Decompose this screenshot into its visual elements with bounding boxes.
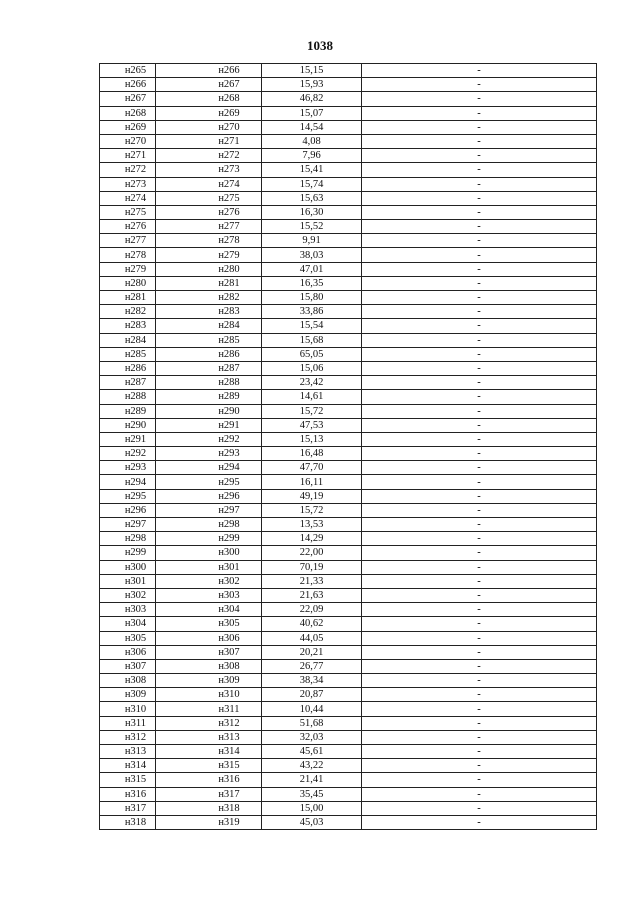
table-row (100, 305, 597, 319)
from-point-cell: н300 (100, 560, 156, 574)
table-row (100, 659, 597, 673)
note-cell: - (362, 361, 597, 375)
note-cell: - (362, 376, 597, 390)
from-point-cell: н292 (100, 447, 156, 461)
distance-cell: 16,11 (262, 475, 362, 489)
note-cell: - (362, 546, 597, 560)
distance-cell: 26,77 (262, 659, 362, 673)
from-point-cell: н295 (100, 489, 156, 503)
distance-cell: 47,70 (262, 461, 362, 475)
distance-cell: 45,61 (262, 745, 362, 759)
from-point-cell: н312 (100, 730, 156, 744)
to-point-cell: н279 (156, 248, 262, 262)
from-point-cell: н273 (100, 177, 156, 191)
distance-cell: 22,00 (262, 546, 362, 560)
table-row (100, 716, 597, 730)
distance-cell: 70,19 (262, 560, 362, 574)
note-cell: - (362, 447, 597, 461)
distance-cell: 38,03 (262, 248, 362, 262)
distance-cell: 33,86 (262, 305, 362, 319)
distance-cell: 43,22 (262, 759, 362, 773)
boundary-points-table (99, 63, 597, 830)
distance-cell: 22,09 (262, 603, 362, 617)
note-cell: - (362, 291, 597, 305)
table-row (100, 560, 597, 574)
distance-cell: 15,72 (262, 503, 362, 517)
note-cell: - (362, 333, 597, 347)
note-cell: - (362, 787, 597, 801)
note-cell: - (362, 674, 597, 688)
from-point-cell: н297 (100, 518, 156, 532)
distance-cell: 15,41 (262, 163, 362, 177)
table-row (100, 475, 597, 489)
table-row (100, 390, 597, 404)
from-point-cell: н266 (100, 78, 156, 92)
note-cell: - (362, 461, 597, 475)
table-row (100, 376, 597, 390)
note-cell: - (362, 220, 597, 234)
table-row (100, 205, 597, 219)
from-point-cell: н288 (100, 390, 156, 404)
to-point-cell: н315 (156, 759, 262, 773)
note-cell: - (362, 191, 597, 205)
distance-cell: 46,82 (262, 92, 362, 106)
to-point-cell: н269 (156, 106, 262, 120)
distance-cell: 15,74 (262, 177, 362, 191)
note-cell: - (362, 659, 597, 673)
from-point-cell: н271 (100, 149, 156, 163)
distance-cell: 51,68 (262, 716, 362, 730)
table-row (100, 220, 597, 234)
table-row (100, 248, 597, 262)
to-point-cell: н293 (156, 447, 262, 461)
distance-cell: 21,33 (262, 574, 362, 588)
table-row (100, 546, 597, 560)
to-point-cell: н276 (156, 205, 262, 219)
to-point-cell: н301 (156, 560, 262, 574)
note-cell: - (362, 305, 597, 319)
to-point-cell: н313 (156, 730, 262, 744)
to-point-cell: н271 (156, 134, 262, 148)
table-row (100, 759, 597, 773)
to-point-cell: н282 (156, 291, 262, 305)
to-point-cell: н317 (156, 787, 262, 801)
from-point-cell: н286 (100, 361, 156, 375)
table-row (100, 64, 597, 78)
to-point-cell: н268 (156, 92, 262, 106)
note-cell: - (362, 276, 597, 290)
table-row (100, 603, 597, 617)
from-point-cell: н272 (100, 163, 156, 177)
to-point-cell: н291 (156, 418, 262, 432)
note-cell: - (362, 759, 597, 773)
from-point-cell: н279 (100, 262, 156, 276)
note-cell: - (362, 418, 597, 432)
to-point-cell: н309 (156, 674, 262, 688)
note-cell: - (362, 716, 597, 730)
distance-cell: 38,34 (262, 674, 362, 688)
from-point-cell: н278 (100, 248, 156, 262)
distance-cell: 15,68 (262, 333, 362, 347)
table-row (100, 645, 597, 659)
from-point-cell: н302 (100, 588, 156, 602)
from-point-cell: н314 (100, 759, 156, 773)
table-row (100, 503, 597, 517)
note-cell: - (362, 248, 597, 262)
to-point-cell: н308 (156, 659, 262, 673)
from-point-cell: н277 (100, 234, 156, 248)
to-point-cell: н295 (156, 475, 262, 489)
to-point-cell: н303 (156, 588, 262, 602)
distance-cell: 65,05 (262, 347, 362, 361)
note-cell: - (362, 134, 597, 148)
distance-cell: 45,03 (262, 815, 362, 829)
distance-cell: 49,19 (262, 489, 362, 503)
table-row (100, 489, 597, 503)
note-cell: - (362, 163, 597, 177)
table-row (100, 518, 597, 532)
to-point-cell: н311 (156, 702, 262, 716)
distance-cell: 20,87 (262, 688, 362, 702)
note-cell: - (362, 319, 597, 333)
to-point-cell: н299 (156, 532, 262, 546)
note-cell: - (362, 177, 597, 191)
distance-cell: 15,63 (262, 191, 362, 205)
from-point-cell: н311 (100, 716, 156, 730)
from-point-cell: н285 (100, 347, 156, 361)
to-point-cell: н296 (156, 489, 262, 503)
note-cell: - (362, 773, 597, 787)
note-cell: - (362, 92, 597, 106)
table-row (100, 688, 597, 702)
to-point-cell: н267 (156, 78, 262, 92)
from-point-cell: н317 (100, 801, 156, 815)
from-point-cell: н316 (100, 787, 156, 801)
note-cell: - (362, 78, 597, 92)
to-point-cell: н319 (156, 815, 262, 829)
distance-cell: 15,72 (262, 404, 362, 418)
distance-cell: 47,01 (262, 262, 362, 276)
to-point-cell: н312 (156, 716, 262, 730)
from-point-cell: н270 (100, 134, 156, 148)
to-point-cell: н285 (156, 333, 262, 347)
from-point-cell: н303 (100, 603, 156, 617)
distance-cell: 15,80 (262, 291, 362, 305)
from-point-cell: н299 (100, 546, 156, 560)
to-point-cell: н307 (156, 645, 262, 659)
to-point-cell: н275 (156, 191, 262, 205)
table-row (100, 234, 597, 248)
page-number: 1038 (307, 38, 333, 53)
note-cell: - (362, 815, 597, 829)
from-point-cell: н310 (100, 702, 156, 716)
table-row (100, 262, 597, 276)
from-point-cell: н294 (100, 475, 156, 489)
distance-cell: 15,07 (262, 106, 362, 120)
distance-cell: 32,03 (262, 730, 362, 744)
table-row (100, 347, 597, 361)
note-cell: - (362, 432, 597, 446)
note-cell: - (362, 120, 597, 134)
to-point-cell: н274 (156, 177, 262, 191)
to-point-cell: н314 (156, 745, 262, 759)
to-point-cell: н283 (156, 305, 262, 319)
table-row (100, 191, 597, 205)
to-point-cell: н305 (156, 617, 262, 631)
table-row (100, 574, 597, 588)
distance-cell: 15,13 (262, 432, 362, 446)
to-point-cell: н289 (156, 390, 262, 404)
to-point-cell: н273 (156, 163, 262, 177)
to-point-cell: н297 (156, 503, 262, 517)
to-point-cell: н270 (156, 120, 262, 134)
distance-cell: 14,54 (262, 120, 362, 134)
note-cell: - (362, 745, 597, 759)
from-point-cell: н298 (100, 532, 156, 546)
table-row (100, 92, 597, 106)
distance-cell: 15,52 (262, 220, 362, 234)
table-row (100, 674, 597, 688)
note-cell: - (362, 801, 597, 815)
from-point-cell: н306 (100, 645, 156, 659)
table-row (100, 418, 597, 432)
table-row (100, 730, 597, 744)
note-cell: - (362, 489, 597, 503)
table-row (100, 631, 597, 645)
to-point-cell: н286 (156, 347, 262, 361)
distance-cell: 21,63 (262, 588, 362, 602)
from-point-cell: н305 (100, 631, 156, 645)
note-cell: - (362, 588, 597, 602)
distance-cell: 9,91 (262, 234, 362, 248)
table-row (100, 291, 597, 305)
to-point-cell: н280 (156, 262, 262, 276)
to-point-cell: н298 (156, 518, 262, 532)
distance-cell: 10,44 (262, 702, 362, 716)
from-point-cell: н274 (100, 191, 156, 205)
note-cell: - (362, 518, 597, 532)
table-row (100, 432, 597, 446)
distance-cell: 35,45 (262, 787, 362, 801)
distance-cell: 20,21 (262, 645, 362, 659)
from-point-cell: н269 (100, 120, 156, 134)
distance-cell: 16,30 (262, 205, 362, 219)
distance-cell: 23,42 (262, 376, 362, 390)
distance-cell: 47,53 (262, 418, 362, 432)
from-point-cell: н282 (100, 305, 156, 319)
table-row (100, 163, 597, 177)
from-point-cell: н265 (100, 64, 156, 78)
note-cell: - (362, 205, 597, 219)
table-row (100, 801, 597, 815)
note-cell: - (362, 149, 597, 163)
to-point-cell: н287 (156, 361, 262, 375)
table-row (100, 106, 597, 120)
from-point-cell: н296 (100, 503, 156, 517)
from-point-cell: н301 (100, 574, 156, 588)
from-point-cell: н283 (100, 319, 156, 333)
table-row (100, 319, 597, 333)
table-row (100, 702, 597, 716)
note-cell: - (362, 617, 597, 631)
distance-cell: 16,48 (262, 447, 362, 461)
to-point-cell: н304 (156, 603, 262, 617)
table-row (100, 78, 597, 92)
note-cell: - (362, 106, 597, 120)
distance-cell: 13,53 (262, 518, 362, 532)
distance-cell: 15,15 (262, 64, 362, 78)
to-point-cell: н306 (156, 631, 262, 645)
table-row (100, 447, 597, 461)
distance-cell: 16,35 (262, 276, 362, 290)
to-point-cell: н272 (156, 149, 262, 163)
note-cell: - (362, 560, 597, 574)
from-point-cell: н318 (100, 815, 156, 829)
table-row (100, 120, 597, 134)
from-point-cell: н290 (100, 418, 156, 432)
to-point-cell: н266 (156, 64, 262, 78)
to-point-cell: н300 (156, 546, 262, 560)
distance-cell: 44,05 (262, 631, 362, 645)
from-point-cell: н267 (100, 92, 156, 106)
table-row (100, 532, 597, 546)
table-row (100, 787, 597, 801)
distance-cell: 40,62 (262, 617, 362, 631)
note-cell: - (362, 503, 597, 517)
from-point-cell: н268 (100, 106, 156, 120)
note-cell: - (362, 688, 597, 702)
table-body (100, 64, 597, 830)
table-row (100, 588, 597, 602)
distance-cell: 15,00 (262, 801, 362, 815)
from-point-cell: н276 (100, 220, 156, 234)
note-cell: - (362, 631, 597, 645)
from-point-cell: н293 (100, 461, 156, 475)
note-cell: - (362, 262, 597, 276)
distance-cell: 14,61 (262, 390, 362, 404)
from-point-cell: н284 (100, 333, 156, 347)
note-cell: - (362, 730, 597, 744)
note-cell: - (362, 390, 597, 404)
table-row (100, 773, 597, 787)
to-point-cell: н292 (156, 432, 262, 446)
distance-cell: 15,54 (262, 319, 362, 333)
from-point-cell: н307 (100, 659, 156, 673)
to-point-cell: н290 (156, 404, 262, 418)
to-point-cell: н288 (156, 376, 262, 390)
to-point-cell: н318 (156, 801, 262, 815)
table-row (100, 134, 597, 148)
from-point-cell: н275 (100, 205, 156, 219)
from-point-cell: н289 (100, 404, 156, 418)
table-row (100, 361, 597, 375)
note-cell: - (362, 574, 597, 588)
from-point-cell: н291 (100, 432, 156, 446)
note-cell: - (362, 347, 597, 361)
distance-cell: 14,29 (262, 532, 362, 546)
from-point-cell: н280 (100, 276, 156, 290)
distance-cell: 15,06 (262, 361, 362, 375)
table-row (100, 745, 597, 759)
distance-cell: 15,93 (262, 78, 362, 92)
table-row (100, 149, 597, 163)
to-point-cell: н302 (156, 574, 262, 588)
to-point-cell: н294 (156, 461, 262, 475)
table-row (100, 276, 597, 290)
to-point-cell: н310 (156, 688, 262, 702)
to-point-cell: н278 (156, 234, 262, 248)
from-point-cell: н315 (100, 773, 156, 787)
to-point-cell: н284 (156, 319, 262, 333)
from-point-cell: н304 (100, 617, 156, 631)
note-cell: - (362, 404, 597, 418)
note-cell: - (362, 702, 597, 716)
distance-cell: 21,41 (262, 773, 362, 787)
table-row (100, 404, 597, 418)
note-cell: - (362, 645, 597, 659)
from-point-cell: н313 (100, 745, 156, 759)
note-cell: - (362, 532, 597, 546)
table-row (100, 177, 597, 191)
table-row (100, 617, 597, 631)
to-point-cell: н281 (156, 276, 262, 290)
from-point-cell: н287 (100, 376, 156, 390)
from-point-cell: н308 (100, 674, 156, 688)
to-point-cell: н277 (156, 220, 262, 234)
note-cell: - (362, 64, 597, 78)
note-cell: - (362, 603, 597, 617)
table-row (100, 815, 597, 829)
distance-cell: 7,96 (262, 149, 362, 163)
note-cell: - (362, 475, 597, 489)
distance-cell: 4,08 (262, 134, 362, 148)
note-cell: - (362, 234, 597, 248)
table-row (100, 333, 597, 347)
to-point-cell: н316 (156, 773, 262, 787)
from-point-cell: н281 (100, 291, 156, 305)
table-row (100, 461, 597, 475)
from-point-cell: н309 (100, 688, 156, 702)
